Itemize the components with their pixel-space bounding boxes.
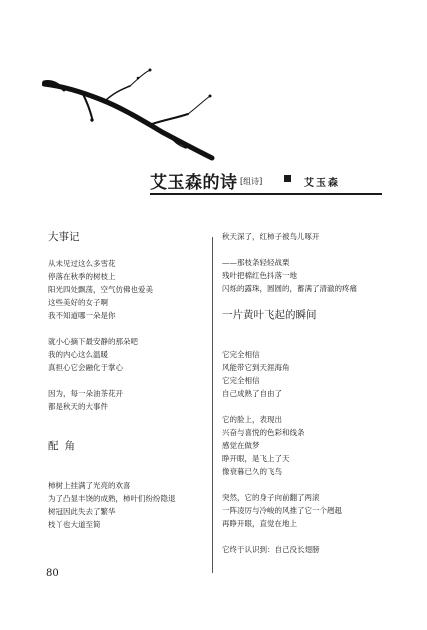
poem-line: 阳光四处飘荡，空气仿佛也爱美 [48, 285, 153, 294]
poem-line: 都是秋天的大事件 [48, 402, 108, 411]
poem-line: 它的脸上，表现出 [222, 415, 282, 424]
poem-line: 秋天深了，红柿子被鸟儿啄开 [222, 232, 320, 241]
poem-line: 感觉在做梦 [222, 441, 260, 450]
poem-line: 树冠因此失去了繁华 [48, 507, 116, 516]
poem-line: 它终于认识到：自己没长翅膀 [222, 545, 320, 554]
poem-line: 睁开眼，是飞上了天 [222, 454, 290, 463]
poem-line: 残叶把棉红色抖落一地 [222, 271, 297, 280]
poem-line: 因为，每一朵油茶花开 [48, 389, 123, 398]
poem-line: 真担心它会融化于掌心 [48, 363, 123, 372]
poem-line: 自己成熟了自由了 [222, 389, 282, 398]
square-bullet-icon [284, 175, 291, 182]
poem-heading: 大事记 [48, 231, 80, 243]
poem-line: 为了凸显丰饶的成熟，柿叶们纷纷隐退 [48, 494, 176, 503]
poem-line: 一阵凌厉与冷峻的风推了它一个趔趄 [222, 506, 342, 515]
author-name: 艾玉森 [304, 178, 340, 189]
poem-line: 闪烁的露珠，圆圆的，蓄满了清澈的疼痛 [222, 284, 357, 293]
poem-line: 从未见过这么多雪花 [48, 259, 116, 268]
left-column [48, 230, 208, 531]
poem-line: 再睁开眼，直觉在地上 [222, 519, 297, 528]
right-column [222, 230, 397, 556]
poem-line: 我不知道哪一朵是你 [48, 311, 116, 320]
poem-heading: 一片黄叶飞起的瞬间 [222, 309, 317, 321]
poem-line: 兴奋与喜悦的色彩和线条 [222, 428, 305, 437]
poem-line: 就小心摘下最安静的那朵吧 [48, 337, 138, 346]
poem-line: ——那枝条轻轻战栗 [222, 258, 290, 267]
poem-line: 枝丫也大道至简 [48, 520, 101, 529]
title-underline [150, 193, 382, 195]
title-row [150, 168, 382, 194]
poem-line: 这些美好的女子啊 [48, 298, 108, 307]
poem-line: 停落在秋季的树枝上 [48, 272, 116, 281]
poem-line: 我的内心这么温暖 [48, 350, 108, 359]
page-number: 80 [46, 568, 59, 579]
poem-line: 风能带它到天涯海角 [222, 363, 290, 372]
poem-line: 它完全相信 [222, 376, 260, 385]
poem-heading: 配角 [48, 440, 81, 452]
ink-branch-illustration [42, 62, 222, 162]
poem-line: 它完全相信 [222, 350, 260, 359]
poem-line: 柿树上挂满了光亮的欢喜 [48, 481, 131, 490]
page-title: 艾玉森的诗 [150, 173, 238, 193]
column-divider [212, 237, 213, 573]
poem-line: 像衰暮已久的飞鸟 [222, 467, 282, 476]
poem-line: 突然，它的身子向前翻了两滚 [222, 493, 320, 502]
subtitle-tag: [组诗] [240, 177, 263, 186]
